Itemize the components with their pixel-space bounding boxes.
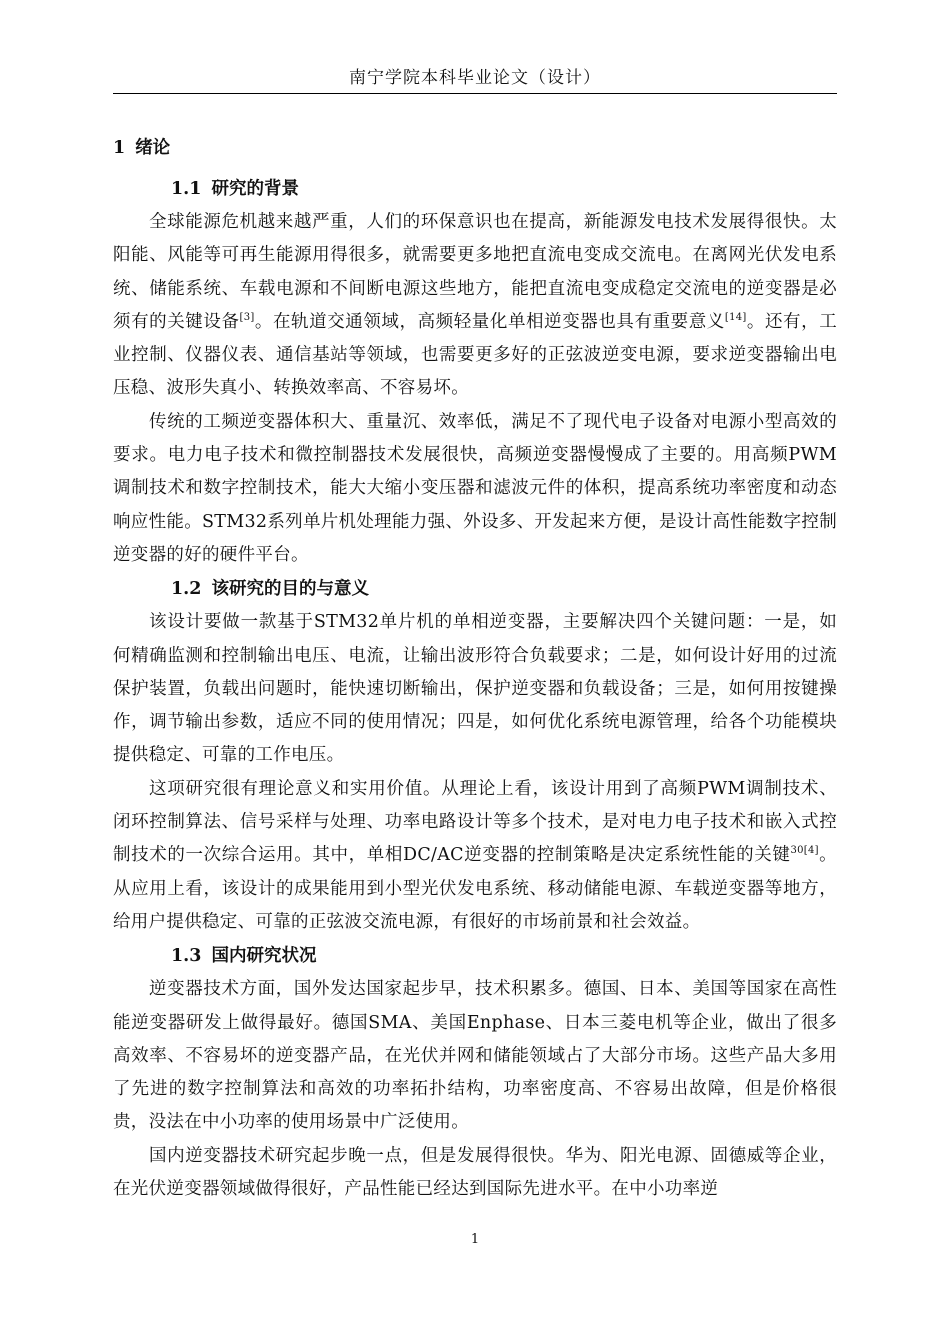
paragraph <box>113 206 837 406</box>
page-footer <box>0 1232 950 1247</box>
paragraph <box>113 773 837 939</box>
paragraph-text: 。还有，工业控制、仪器仪表、通信基站等领域，也需要更多好的正弦波逆变电源，要求逆变器输出电压稳、波形失真小、转换效率高、不容易坏。 <box>113 311 838 399</box>
chapter-heading <box>113 136 837 172</box>
header-title: 南宁学院本科毕业论文（设计） <box>349 68 601 88</box>
paragraph: 逆变器技术方面，国外发达国家起步早，技术积累多。德国、日本、美国等国家在高性能逆变器研发上做得最好。德国SMA、美国Enphase、日本三菱电机等企业，做出了很多高效率、不容易坏的逆变器产品，在光伏并网和储能领域占了大部分市场。这些产品大多用了先进的数字控制算法和高效的功率拓扑结构，功率密度高、不容易出故障，但是价格很贵，没法在中小功率的使用场景中广泛使用。 <box>113 979 837 1133</box>
citation: 30[4] <box>790 845 819 857</box>
chapter-number: 1 <box>113 138 126 158</box>
section-number: 1.3 <box>171 946 202 967</box>
citation: [3] <box>239 311 255 323</box>
section-number: 1.2 <box>171 579 202 600</box>
page-number: 1 <box>470 1232 480 1247</box>
paragraph: 该设计要做一款基于STM32单片机的单相逆变器，主要解决四个关键问题：一是，如何精确监测和控制输出电压、电流，让输出波形符合负载要求；二是，如何设计好用的过流保护装置，负载出问题时，能快速切断输出，保护逆变器和负载设备；三是，如何用按键操作，调节输出参数，适应不同的使用情况；四是，如何优化系统电源管理，给各个功能模块提供稳定、可靠的工作电压。 <box>113 612 837 766</box>
paragraph-text: 全球能源危机越来越严重，人们的环保意识也在提高，新能源发电技术发展得很快。太阳能、风能等可再生能源用得很多，就需要更多地把直流电变成交流电。在离网光伏发电系统、储能系统、车载电源和不间断电源这些地方，能把直流电变成稳定交流电的逆变器是必须有的关键设备 <box>113 212 837 332</box>
page-body <box>113 136 837 1206</box>
section-heading <box>113 172 837 206</box>
page-header <box>113 64 837 94</box>
section-heading <box>113 939 837 973</box>
section-title: 国内研究状况 <box>211 946 317 967</box>
paragraph: 国内逆变器技术研究起步晚一点，但是发展得很快。华为、阳光电源、固德威等企业，在光伏逆变器领域做得很好，产品性能已经达到国际先进水平。在中小功率逆 <box>113 1145 837 1200</box>
paragraph-text: 。在轨道交通领域，高频轻量化单相逆变器也具有重要意义 <box>254 311 725 332</box>
paragraph-text: 这项研究很有理论意义和实用价值。从理论上看，该设计用到了高频PWM调制技术、闭环控制算法、信号采样与处理、功率电路设计等多个技术，是对电力电子技术和嵌入式控制技术的一次综合运用。其中，单相DC/AC逆变器的控制策略是决定系统性能的关键 <box>113 778 837 866</box>
paragraph: 传统的工频逆变器体积大、重量沉、效率低，满足不了现代电子设备对电源小型高效的要求。电力电子技术和微控制器技术发展很快，高频逆变器慢慢成了主要的。用高频PWM调制技术和数字控制技术，能大大缩小变压器和滤波元件的体积，提高系统功率密度和动态响应性能。STM32系列单片机处理能力强、外设多、开发起来方便，是设计高性能数字控制逆变器的好的硬件平台。 <box>113 411 837 565</box>
section-title: 研究的背景 <box>211 179 299 199</box>
section-title: 该研究的目的与意义 <box>211 579 369 600</box>
paragraph-text: 。从应用上看，该设计的成果能用到小型光伏发电系统、移动储能电源、车载逆变器等地方，给用户提供稳定、可靠的正弦波交流电源，有很好的市场前景和社会效益。 <box>113 845 837 932</box>
section-number: 1.1 <box>171 179 202 199</box>
chapter-title: 绪论 <box>135 138 171 158</box>
citation: [14] <box>724 311 747 323</box>
section-heading <box>113 572 837 606</box>
